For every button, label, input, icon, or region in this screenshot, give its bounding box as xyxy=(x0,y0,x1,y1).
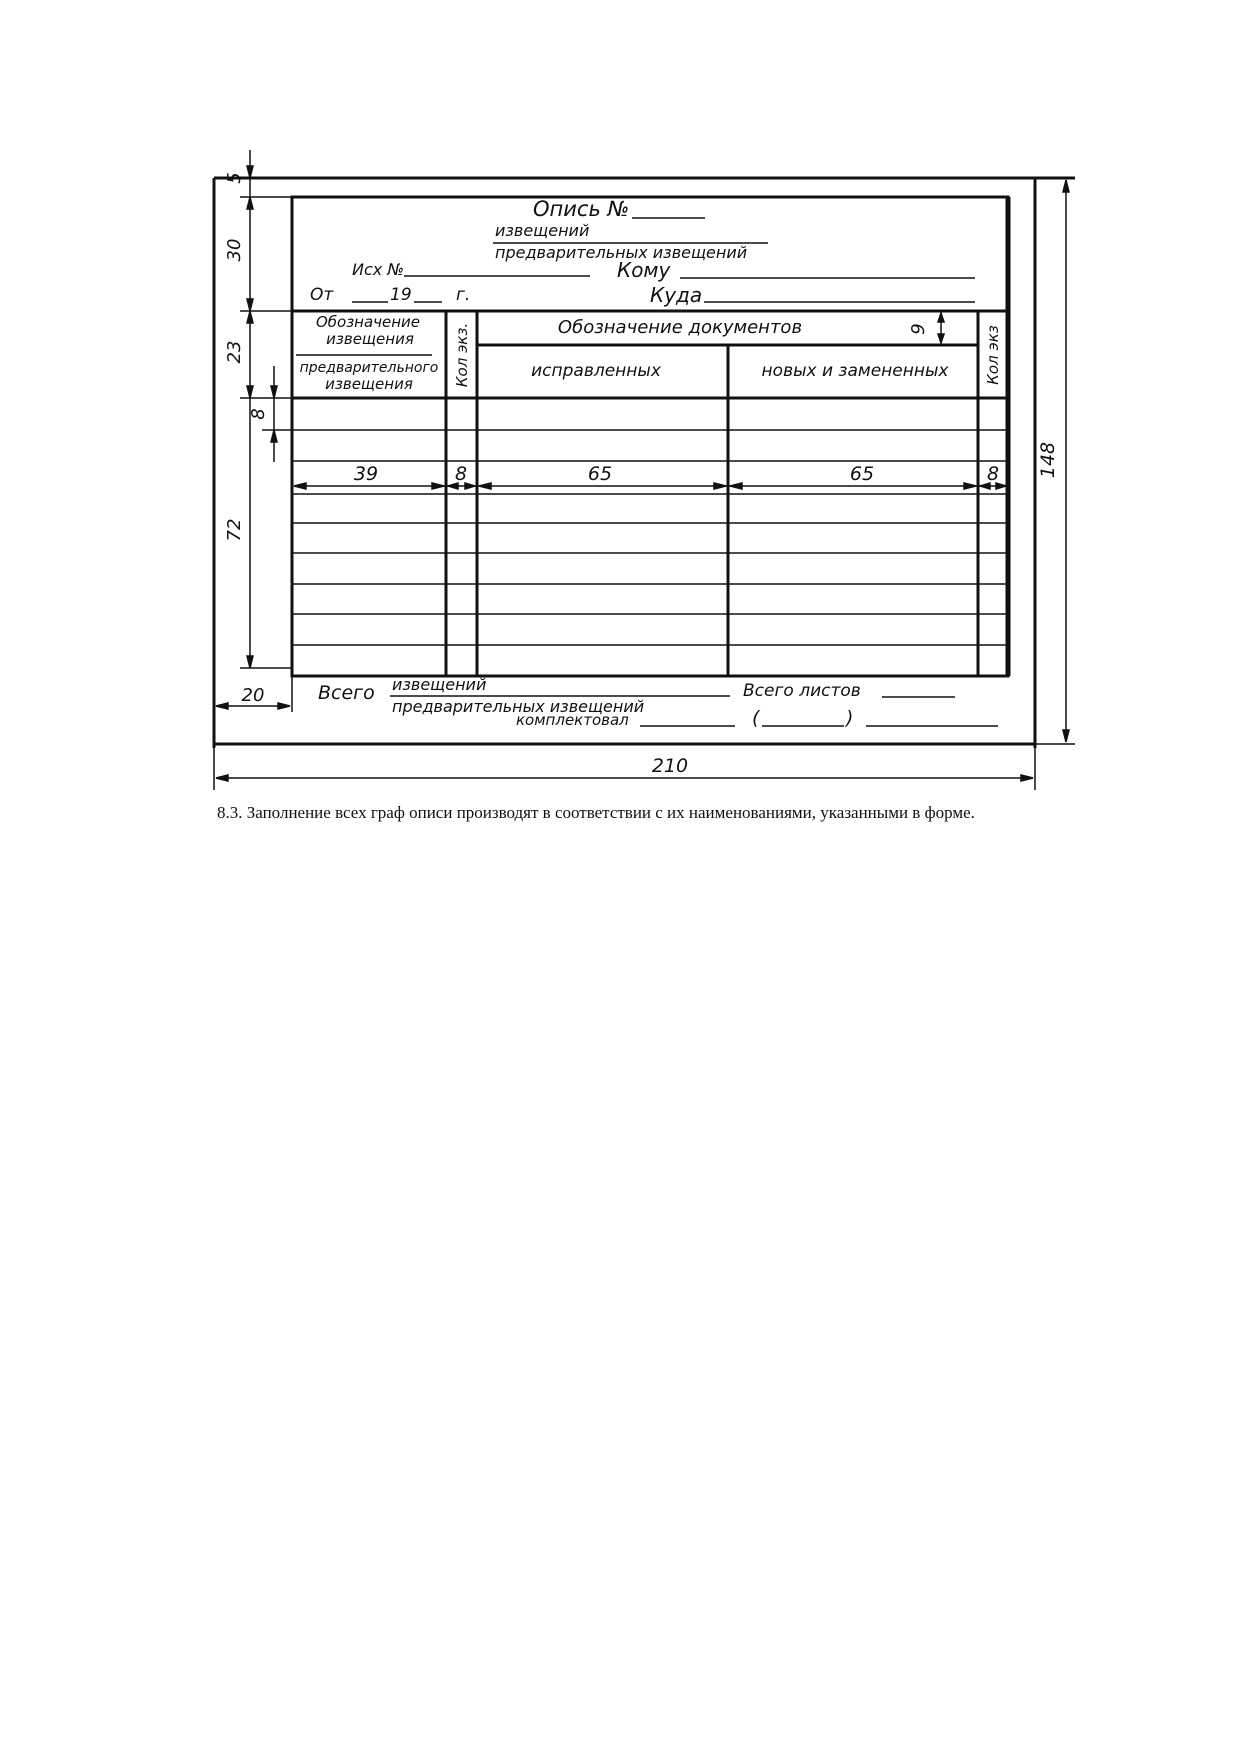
caption-paragraph: 8.3. Заполнение всех граф описи производят в соответствии с их наименованиями, указанными в форме. xyxy=(217,803,975,822)
col1-header-bottom-line1: предварительного xyxy=(299,360,439,376)
col-qty-header: Кол экз. xyxy=(453,322,471,388)
col3-width-label: 65 xyxy=(587,463,613,485)
total-width-dimension xyxy=(214,744,1035,790)
header-height-label: 30 xyxy=(224,238,245,262)
col5-width-label: 8 xyxy=(986,463,1000,485)
col1-header-bottom-line2: извещения xyxy=(325,375,413,393)
body-rows xyxy=(292,430,1008,645)
col1-width-label: 39 xyxy=(353,463,379,485)
docs-sub-corrected: исправленных xyxy=(531,361,661,381)
year-label: 19 xyxy=(390,285,412,305)
sub-header-dimension xyxy=(938,313,944,343)
col1-header-top-line1: Обозначение xyxy=(315,313,421,331)
total-sheets-label: Всего листов xyxy=(743,681,861,701)
total-width-label: 210 xyxy=(651,755,689,777)
title-fraction-bottom: предварительных извещений xyxy=(495,243,748,262)
col2-width-label: 8 xyxy=(454,463,468,485)
col1-header-top-line2: извещения xyxy=(326,330,414,348)
kuda-label: Куда xyxy=(650,283,703,307)
total-label: Всего xyxy=(318,682,375,704)
komu-label: Кому xyxy=(617,258,671,282)
form-drawing xyxy=(0,0,1240,800)
total-fraction-bottom: предварительных извещений xyxy=(392,697,645,716)
ish-label: Исх № xyxy=(352,260,404,279)
docs-header: Обозначение документов xyxy=(557,317,803,338)
total-height-label: 148 xyxy=(1037,441,1059,479)
sub-header-height-label: 9 xyxy=(908,323,929,335)
docs-sub-new: новых и замененных xyxy=(761,361,949,381)
row-height-label: 8 xyxy=(248,408,269,420)
g-label: г. xyxy=(456,285,471,305)
total-fraction-top: извещений xyxy=(392,675,487,694)
compiled-label: комплектовал xyxy=(516,711,629,729)
table-header-height-label: 23 xyxy=(224,340,245,364)
column-width-dimensions xyxy=(294,483,1006,489)
compiled-paren-open: ( xyxy=(752,707,760,729)
ot-label: От xyxy=(310,285,334,305)
body-height-label: 72 xyxy=(224,518,245,542)
form-title: Опись № xyxy=(533,197,630,221)
left-margin-label: 20 xyxy=(241,685,265,706)
compiled-paren-close: ) xyxy=(846,707,854,729)
top-margin-label: 5 xyxy=(224,172,245,184)
col-qty2-header: Кол экз xyxy=(984,325,1002,385)
title-fraction-top: извещений xyxy=(495,221,590,240)
col4-width-label: 65 xyxy=(849,463,875,485)
